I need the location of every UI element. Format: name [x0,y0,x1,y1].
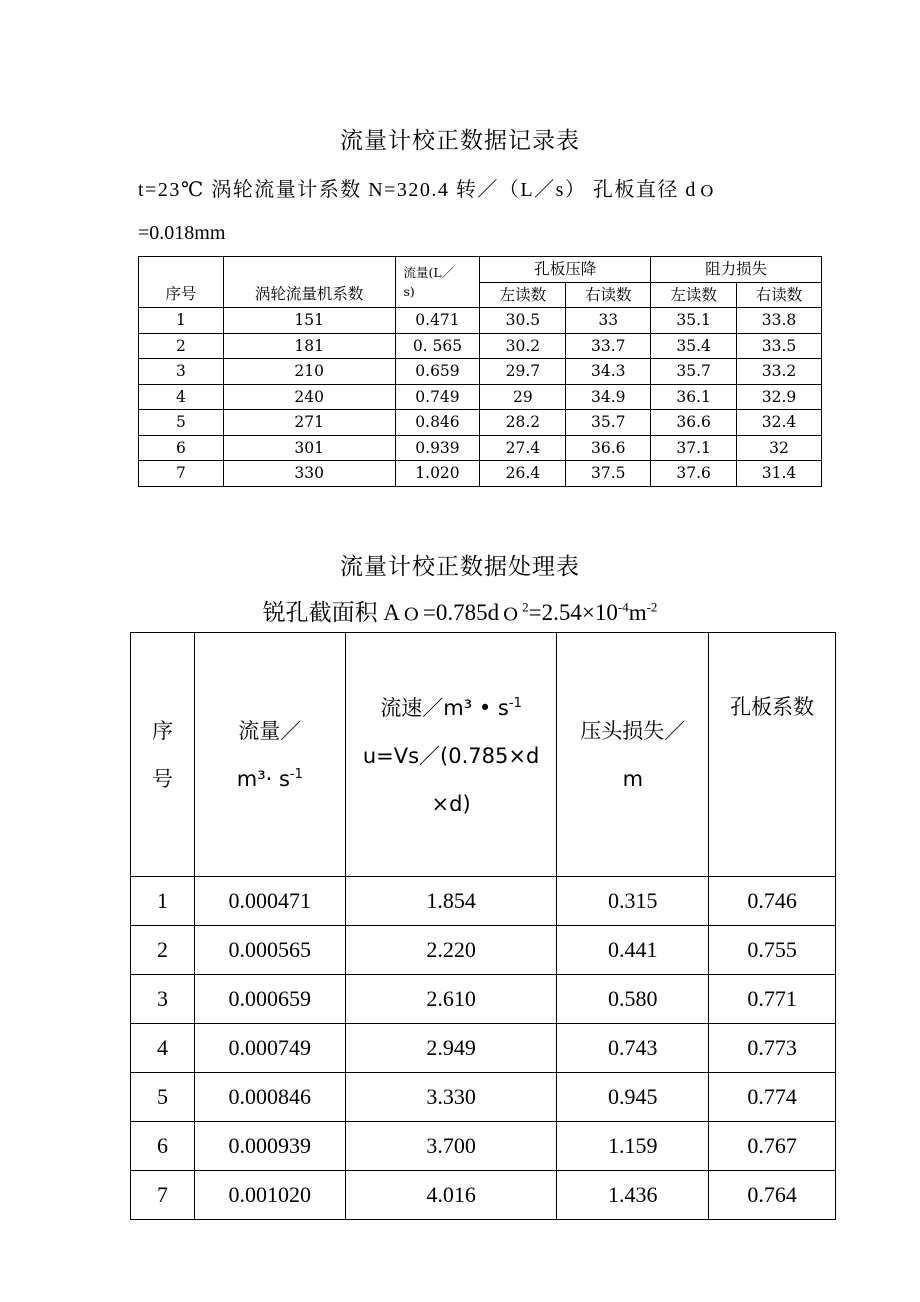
record-table-row-cell: 0.659 [395,359,480,385]
record-table-row-cell: 36.6 [651,410,737,436]
processing-table-row-cell: 2.610 [345,975,557,1024]
record-header-index: 序号 [139,257,224,308]
processing-table-row-cell: 2.220 [345,926,557,975]
processing-table-row-cell: 0.743 [557,1024,709,1073]
processing-header-flow-line1: 流量／ [238,718,302,743]
record-table-row-cell: 37.1 [651,435,737,461]
processing-table-row-cell: 3.330 [345,1073,557,1122]
record-table-row-cell: 181 [223,333,395,359]
processing-table-row-cell: 5 [131,1073,195,1122]
processing-table-title: 流量计校正数据处理表 [340,554,580,580]
processing-table-row [131,877,836,926]
processing-header-index-line1: 序 [151,718,173,743]
processing-table-row-cell: 3 [131,975,195,1024]
area-exp1: 2 [522,599,529,615]
record-table-row-cell: 6 [139,435,224,461]
record-table-row-cell: 3 [139,359,224,385]
record-header-turbine: 涡轮流量机系数 [223,257,395,308]
record-table-row-cell: 37.6 [651,461,737,487]
record-table-row-cell: 0.471 [395,308,480,334]
record-header-flow-line1: 流量(L／ [403,265,455,280]
record-table-row-cell: 36.1 [651,384,737,410]
processing-table-row-cell: 0.000659 [194,975,345,1024]
record-table-row-cell: 37.5 [566,461,651,487]
processing-table-row-cell: 0.767 [709,1122,836,1171]
record-table-row [139,384,822,410]
processing-table-row [131,1024,836,1073]
processing-table-row-cell: 0.000565 [194,926,345,975]
processing-table-row-cell: 2.949 [345,1024,557,1073]
record-table-row-cell: 29.7 [480,359,566,385]
record-header-flow-line2: s) [403,284,415,299]
processing-header-velocity-line1: 流速／m³ • s [380,695,509,720]
record-header-orifice-left: 左读数 [480,282,566,308]
record-table-row-cell: 30.2 [480,333,566,359]
record-table-row-cell: 151 [223,308,395,334]
processing-table-row [131,1073,836,1122]
processing-table [130,632,836,1220]
record-table-row-cell: 7 [139,461,224,487]
record-info-line: t=23℃ 涡轮流量计系数 N=320.4 转／（L／s） 孔板直径 dｏ [138,179,719,201]
processing-header-head-loss-line2: m [622,766,644,791]
record-header-orifice-right: 右读数 [566,282,651,308]
record-header-loss-left: 左读数 [651,282,737,308]
record-table-row-cell: 4 [139,384,224,410]
record-table-row-cell: 0.749 [395,384,480,410]
processing-table-row-cell: 6 [131,1122,195,1171]
record-table-row-cell: 0.846 [395,410,480,436]
area-prefix: 锐孔截面积 Aｏ=0.785dｏ [262,600,523,625]
record-table-row-cell: 32.9 [737,384,822,410]
area-exp3: -2 [646,599,658,615]
processing-table-row-cell: 1.436 [557,1171,709,1220]
record-table-row-cell: 330 [223,461,395,487]
processing-table-row-cell: 0.000471 [194,877,345,926]
record-table-row-cell: 28.2 [480,410,566,436]
processing-table-row-cell: 0.441 [557,926,709,975]
processing-table-row-cell: 0.771 [709,975,836,1024]
processing-table-row [131,1171,836,1220]
record-table-row-cell: 34.9 [566,384,651,410]
record-table-row-cell: 35.1 [651,308,737,334]
record-table-row-cell: 5 [139,410,224,436]
orifice-area-formula [0,594,920,627]
processing-table-row-cell: 0.315 [557,877,709,926]
processing-header-velocity-line2: u=Vs／(0.785×d [362,743,540,768]
record-table-row-cell: 30.5 [480,308,566,334]
processing-table-row-cell: 3.700 [345,1122,557,1171]
record-table-row-cell: 0. 565 [395,333,480,359]
record-table-row-cell: 35.4 [651,333,737,359]
processing-table-row-cell: 0.001020 [194,1171,345,1220]
processing-header-index [131,633,195,877]
area-exp2: -4 [617,599,629,615]
processing-table-row-cell: 0.764 [709,1171,836,1220]
processing-header-coefficient: 孔板系数 [709,633,836,877]
record-header-flow [395,257,480,308]
record-table-row-cell: 35.7 [651,359,737,385]
record-header-row [139,257,822,283]
processing-table-row-cell: 0.774 [709,1073,836,1122]
processing-table-row-cell: 0.945 [557,1073,709,1122]
record-table-row [139,308,822,334]
processing-table-row-cell: 2 [131,926,195,975]
processing-table-row-cell: 4 [131,1024,195,1073]
record-table-row-cell: 31.4 [737,461,822,487]
record-table-row-cell: 32 [737,435,822,461]
record-table-row-cell: 0.939 [395,435,480,461]
record-table-row-cell: 29 [480,384,566,410]
processing-table-row-cell: 0.000846 [194,1073,345,1122]
processing-header-head-loss-line1: 压头损失／ [580,718,686,743]
record-table-row-cell: 32.4 [737,410,822,436]
record-table-row [139,359,822,385]
record-table-row-cell: 33.2 [737,359,822,385]
processing-header-flow-line2: m³· s [236,766,290,791]
record-header-resistance-loss: 阻力损失 [651,257,822,283]
processing-table-row-cell: 0.000939 [194,1122,345,1171]
processing-table-row-cell: 1 [131,877,195,926]
processing-table-row-cell: 0.580 [557,975,709,1024]
processing-table-row-cell: 0.755 [709,926,836,975]
record-table-row-cell: 210 [223,359,395,385]
processing-table-row-cell: 1.854 [345,877,557,926]
processing-table-row-cell: 1.159 [557,1122,709,1171]
record-table-row-cell: 33 [566,308,651,334]
record-table-row-cell: 240 [223,384,395,410]
record-table-row-cell: 2 [139,333,224,359]
processing-table-row-cell: 7 [131,1171,195,1220]
area-unit: m [628,600,647,625]
processing-table-row-cell: 0.000749 [194,1024,345,1073]
record-table-row-cell: 271 [223,410,395,436]
record-table-row-cell: 1 [139,308,224,334]
record-table-title: 流量计校正数据记录表 [340,128,580,154]
record-table-row-cell: 33.8 [737,308,822,334]
record-table-row [139,461,822,487]
processing-header-row [131,633,836,877]
record-table-row [139,435,822,461]
processing-table-row [131,1122,836,1171]
record-table-row-cell: 33.7 [566,333,651,359]
record-table-row-cell: 301 [223,435,395,461]
processing-table-row-cell: 0.746 [709,877,836,926]
processing-header-velocity-line3: ×d) [431,791,471,816]
processing-header-head-loss [557,633,709,877]
processing-header-velocity [345,633,557,877]
processing-header-flow [194,633,345,877]
record-table-row-cell: 1.020 [395,461,480,487]
record-table-row [139,410,822,436]
processing-table-row-cell: 0.773 [709,1024,836,1073]
processing-table-row [131,975,836,1024]
record-table [138,256,822,487]
record-header-loss-right: 右读数 [737,282,822,308]
record-table-row-cell: 27.4 [480,435,566,461]
processing-table-row [131,926,836,975]
processing-header-velocity-exp: -1 [508,695,522,711]
processing-header-flow-exp: -1 [289,766,303,782]
record-table-row-cell: 34.3 [566,359,651,385]
record-header-orifice-drop: 孔板压降 [480,257,651,283]
record-table-row-cell: 33.5 [737,333,822,359]
processing-header-index-line2: 号 [151,766,173,791]
record-info-line-continued: =0.018mm [138,222,226,244]
record-table-row [139,333,822,359]
record-table-row-cell: 36.6 [566,435,651,461]
record-table-row-cell: 26.4 [480,461,566,487]
record-table-row-cell: 35.7 [566,410,651,436]
processing-table-row-cell: 4.016 [345,1171,557,1220]
area-mid: =2.54×10 [528,600,618,625]
